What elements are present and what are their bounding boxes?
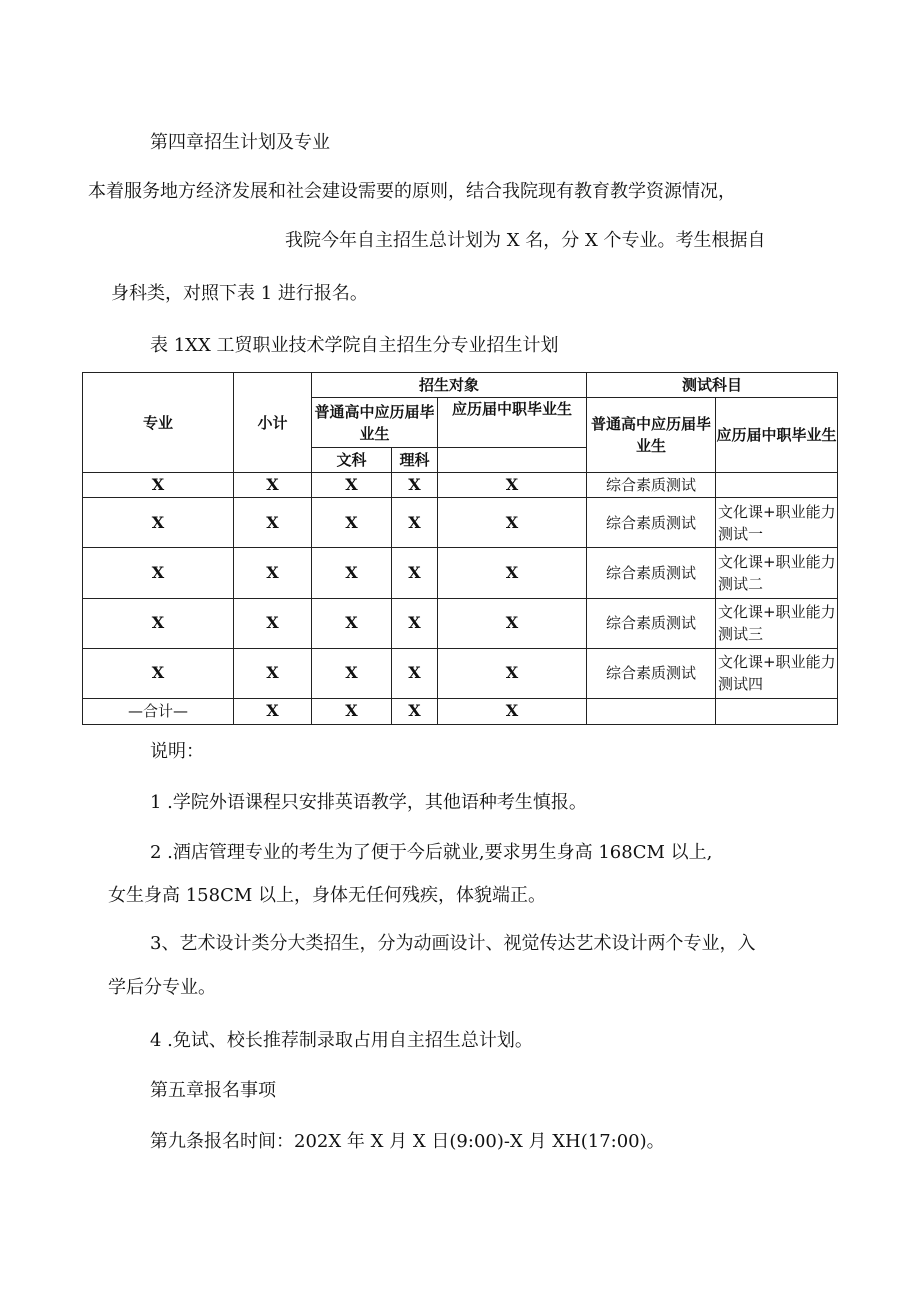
- cell-major: X: [83, 473, 234, 498]
- header-liberal-arts: 文科: [312, 448, 392, 473]
- cell-test-vocational: [716, 473, 838, 498]
- cell-subtotal: X: [234, 498, 312, 548]
- header-test-subjects: 测试科目: [587, 373, 838, 398]
- notes-title: 说明：: [150, 741, 204, 762]
- table-row: [83, 598, 838, 648]
- header-enrollment-target: 招生对象: [312, 373, 587, 398]
- cell-test-highschool: 综合素质测试: [587, 473, 716, 498]
- cell-subtotal: X: [234, 648, 312, 698]
- chapter-5-title: 第五章报名事项: [150, 1080, 276, 1101]
- cell-total-science: X: [392, 698, 438, 724]
- intro-line-3: 身科类，对照下表 1 进行报名。: [111, 283, 368, 304]
- cell-test-vocational: 文化课+职业能力测试二: [716, 548, 838, 598]
- header-vocational-empty: [438, 448, 587, 473]
- cell-test-highschool: 综合素质测试: [587, 598, 716, 648]
- cell-major: X: [83, 598, 234, 648]
- cell-total-vocational: X: [438, 698, 587, 724]
- note-3-line-1: 3、艺术设计类分大类招生，分为动画设计、视觉传达艺术设计两个专业，入: [150, 933, 756, 954]
- header-test-highschool: 普通高中应历届毕业生: [587, 398, 716, 473]
- cell-science: X: [392, 648, 438, 698]
- cell-total-arts: X: [312, 698, 392, 724]
- cell-major: X: [83, 648, 234, 698]
- table-row: [83, 548, 838, 598]
- cell-arts: X: [312, 473, 392, 498]
- cell-major: X: [83, 548, 234, 598]
- cell-arts: X: [312, 648, 392, 698]
- cell-subtotal: X: [234, 473, 312, 498]
- cell-vocational: X: [438, 473, 587, 498]
- table-row: [83, 648, 838, 698]
- note-3-line-2: 学后分专业。: [108, 977, 216, 998]
- cell-vocational: X: [438, 598, 587, 648]
- cell-test-vocational: 文化课+职业能力测试三: [716, 598, 838, 648]
- cell-total-label: —合计—: [83, 698, 234, 724]
- cell-science: X: [392, 598, 438, 648]
- note-1: 1 .学院外语课程只安排英语教学，其他语种考生慎报。: [150, 792, 587, 813]
- cell-total-empty-1: [587, 698, 716, 724]
- header-major: 专业: [83, 373, 234, 473]
- cell-test-vocational: 文化课+职业能力测试四: [716, 648, 838, 698]
- header-test-vocational: 应历届中职毕业生: [716, 398, 838, 473]
- cell-total-subtotal: X: [234, 698, 312, 724]
- cell-major: X: [83, 498, 234, 548]
- note-2-line-1: 2 .酒店管理专业的考生为了便于今后就业,要求男生身高 168CM 以上,: [150, 842, 713, 863]
- header-highschool-graduates: 普通高中应历届毕业生: [312, 398, 438, 448]
- cell-arts: X: [312, 498, 392, 548]
- cell-test-highschool: 综合素质测试: [587, 498, 716, 548]
- cell-total-empty-2: [716, 698, 838, 724]
- cell-arts: X: [312, 598, 392, 648]
- cell-science: X: [392, 548, 438, 598]
- article-9: 第九条报名时间：202X 年 X 月 X 日(9:00)-X 月 XH(17:00)。: [150, 1131, 665, 1152]
- header-science: 理科: [392, 448, 438, 473]
- cell-test-vocational: 文化课+职业能力测试一: [716, 498, 838, 548]
- header-vocational-graduates: 应历届中职毕业生: [438, 398, 587, 448]
- cell-science: X: [392, 498, 438, 548]
- cell-vocational: X: [438, 498, 587, 548]
- intro-line-1: 本着服务地方经济发展和社会建设需要的原则，结合我院现有教育教学资源情况，: [88, 181, 736, 202]
- cell-vocational: X: [438, 548, 587, 598]
- cell-test-highschool: 综合素质测试: [587, 648, 716, 698]
- cell-science: X: [392, 473, 438, 498]
- header-subtotal: 小计: [234, 373, 312, 473]
- enrollment-plan-table: [82, 372, 838, 725]
- note-4: 4 .免试、校长推荐制录取占用自主招生总计划。: [150, 1030, 533, 1051]
- table-row: [83, 473, 838, 498]
- cell-subtotal: X: [234, 548, 312, 598]
- table-row: [83, 498, 838, 548]
- table-caption: 表 1XX 工贸职业技术学院自主招生分专业招生计划: [150, 335, 559, 356]
- cell-test-highschool: 综合素质测试: [587, 548, 716, 598]
- cell-subtotal: X: [234, 598, 312, 648]
- cell-arts: X: [312, 548, 392, 598]
- chapter-4-title: 第四章招生计划及专业: [150, 132, 330, 153]
- table-total-row: [83, 698, 838, 724]
- note-2-line-2: 女生身高 158CM 以上，身体无任何残疾，体貌端正。: [108, 885, 547, 906]
- intro-line-2: 我院今年自主招生总计划为 X 名，分 X 个专业。考生根据自: [285, 230, 766, 251]
- cell-vocational: X: [438, 648, 587, 698]
